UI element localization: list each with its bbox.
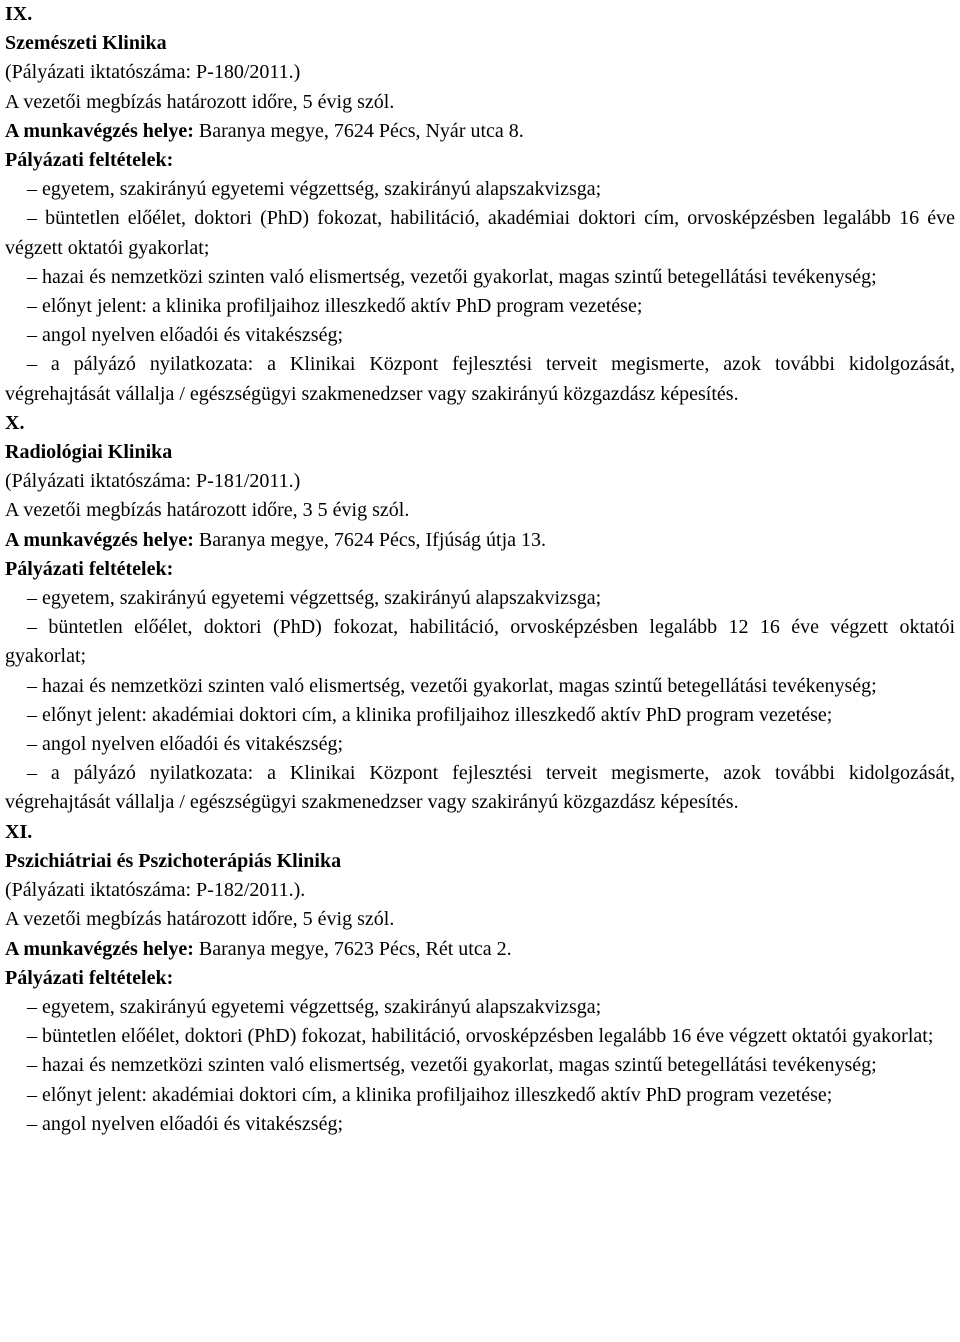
- condition-item: – a pályázó nyilatkozata: a Klinikai Központ fejlesztési terveit megismerte, azok további kidolgozását, végrehajtását vállalja / egészségügyi szakmenedzser vagy szakirányú közgazdász képesítés.: [5, 353, 955, 405]
- clinic-name: Szemészeti Klinika: [5, 32, 167, 55]
- workplace-value: Baranya megye, 7624 Pécs, Ifjúság útja 13.: [193, 528, 547, 551]
- condition-item: – hazai és nemzetközi szinten való elismertség, vezetői gyakorlat, magas szintű betegellátási tevékenység;: [27, 265, 877, 288]
- reference-number: (Pályázati iktatószáma: P-182/2011.).: [5, 879, 306, 902]
- condition-item: – büntetlen előélet, doktori (PhD) fokozat, habilitáció, akadémiai doktori cím, orvosképzésben legalább 16 éve végzett oktatói gyakorlat;: [5, 207, 955, 259]
- conditions-title: Pályázati feltételek:: [5, 966, 174, 989]
- condition-item: – előnyt jelent: a klinika profiljaihoz illeszkedő aktív PhD program vezetése;: [27, 295, 643, 318]
- condition-item: – egyetem, szakirányú egyetemi végzettség, szakirányú alapszakvizsga;: [27, 995, 602, 1018]
- reference-number: (Pályázati iktatószáma: P-181/2011.): [5, 470, 301, 493]
- condition-item: – hazai és nemzetközi szinten való elismertség, vezetői gyakorlat, magas szintű betegellátási tevékenység;: [27, 674, 877, 697]
- clinic-name: Radiológiai Klinika: [5, 441, 173, 464]
- section-number: X.: [5, 411, 25, 434]
- workplace-value: Baranya megye, 7624 Pécs, Nyár utca 8.: [193, 119, 524, 142]
- reference-number: (Pályázati iktatószáma: P-180/2011.): [5, 61, 301, 84]
- section-number: IX.: [5, 3, 33, 25]
- workplace-label: A munkavégzés helye:: [5, 119, 194, 142]
- section-xi: [5, 818, 955, 1139]
- condition-item: – a pályázó nyilatkozata: a Klinikai Központ fejlesztési terveit megismerte, azok további kidolgozását, végrehajtását vállalja / egészségügyi szakmenedzser vagy szakirányú közgazdász képesítés.: [5, 762, 955, 814]
- workplace: [5, 935, 955, 964]
- mandate-term: A vezetői megbízás határozott időre, 5 évig szól.: [5, 908, 395, 931]
- mandate-term: A vezetői megbízás határozott időre, 5 évig szól.: [5, 90, 395, 113]
- workplace-label: A munkavégzés helye:: [5, 528, 194, 551]
- workplace: [5, 117, 955, 146]
- workplace: [5, 526, 955, 555]
- section-number: XI.: [5, 820, 33, 843]
- condition-item: – büntetlen előélet, doktori (PhD) fokozat, habilitáció, orvosképzésben legalább 12 16 éve végzett oktatói gyakorlat;: [5, 616, 955, 668]
- condition-item: – előnyt jelent: akadémiai doktori cím, a klinika profiljaihoz illeszkedő aktív PhD program vezetése;: [27, 703, 833, 726]
- clinic-name: Pszichiátriai és Pszichoterápiás Klinika: [5, 849, 342, 872]
- conditions-title: Pályázati feltételek:: [5, 149, 174, 172]
- condition-item: – egyetem, szakirányú egyetemi végzettség, szakirányú alapszakvizsga;: [27, 587, 602, 610]
- condition-item: – büntetlen előélet, doktori (PhD) fokozat, habilitáció, orvosképzésben legalább 16 éve végzett oktatói gyakorlat;: [27, 1025, 934, 1048]
- workplace-value: Baranya megye, 7623 Pécs, Rét utca 2.: [193, 937, 512, 960]
- condition-item: – angol nyelven előadói és vitakészség;: [27, 324, 344, 347]
- condition-item: – angol nyelven előadói és vitakészség;: [27, 733, 344, 756]
- conditions-title: Pályázati feltételek:: [5, 557, 174, 580]
- condition-item: – egyetem, szakirányú egyetemi végzettség, szakirányú alapszakvizsga;: [27, 178, 602, 201]
- condition-item: – angol nyelven előadói és vitakészség;: [27, 1112, 344, 1135]
- condition-item: – hazai és nemzetközi szinten való elismertség, vezetői gyakorlat, magas szintű betegellátási tevékenység;: [27, 1054, 877, 1077]
- section-ix: [5, 0, 955, 409]
- mandate-term: A vezetői megbízás határozott időre, 3 5 évig szól.: [5, 499, 410, 522]
- section-x: [5, 409, 955, 818]
- condition-item: – előnyt jelent: akadémiai doktori cím, a klinika profiljaihoz illeszkedő aktív PhD program vezetése;: [27, 1083, 833, 1106]
- workplace-label: A munkavégzés helye:: [5, 937, 194, 960]
